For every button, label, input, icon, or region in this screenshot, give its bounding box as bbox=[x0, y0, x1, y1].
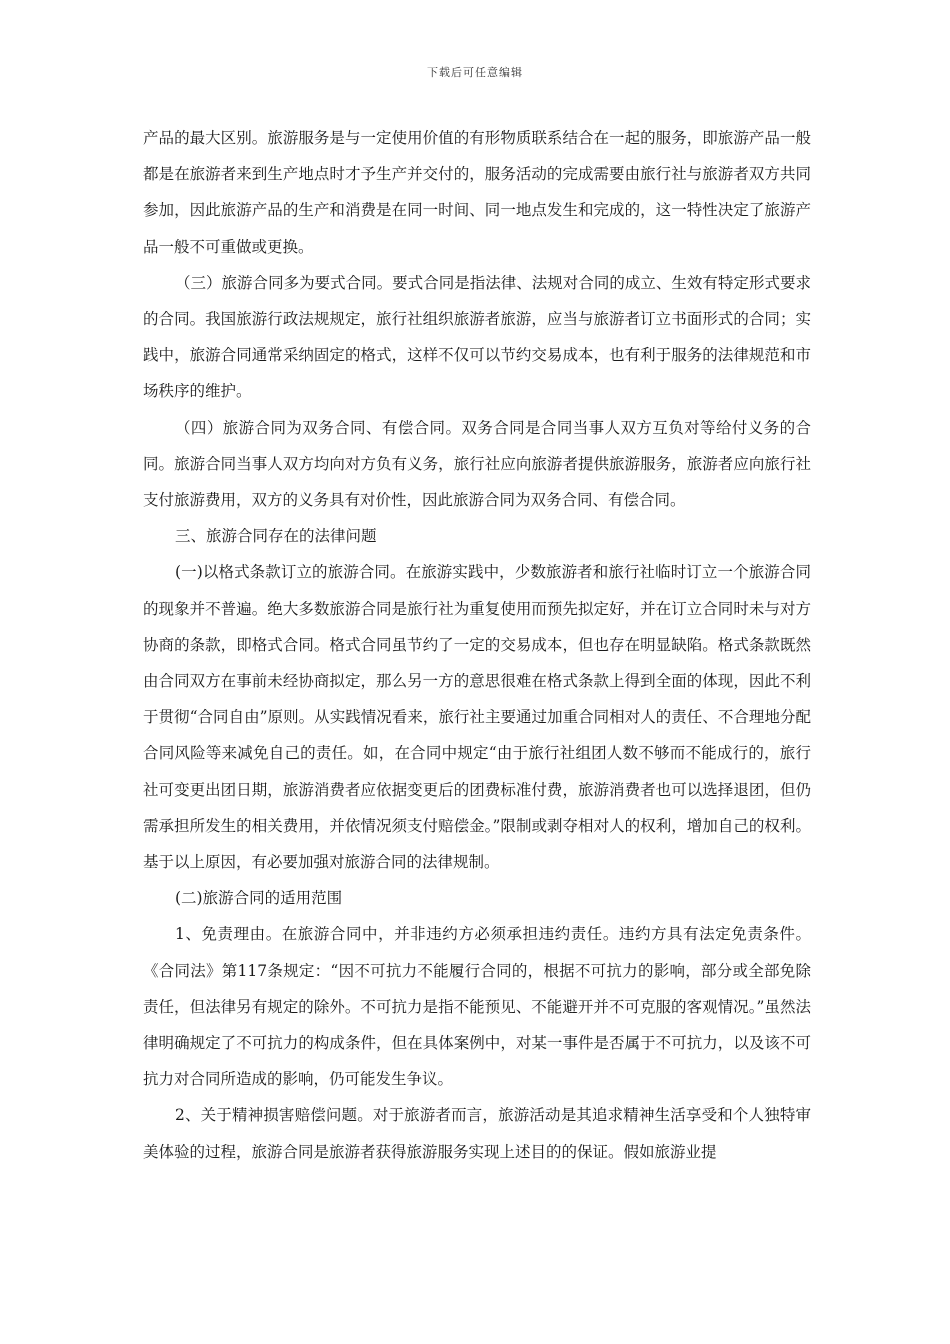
paragraph-standard-terms: (一)以格式条款订立的旅游合同。在旅游实践中，少数旅游者和旅行社临时订立一个旅游合同的现象并不普遍。绝大多数旅游合同是旅行社为重复使用而预先拟定好，并在订立合同时未与对方协商的条款，即格式合同。格式合同虽节约了一定的交易成本，但也存在明显缺陷。格式条款既然由合同双方在事前未经协商拟定，那么另一方的意思很难在格式条款上得到全面的体现，因此不利于贯彻“合同自由”原则。从实践情况看来，旅行社主要通过加重合同相对人的责任、不合理地分配合同风险等来减免自己的责任。如，在合同中规定“由于旅行社组团人数不够而不能成行的，旅行社可变更出团日期，旅游消费者应依据变更后的团费标准付费，旅游消费者也可以选择退团，但仍需承担所发生的相关费用，并依情况须支付赔偿金。”限制或剥夺相对人的权利，增加自己的权利。基于以上原因，有必要加强对旅游合同的法律规制。 bbox=[143, 563, 811, 872]
paragraph-contract-bilateral: （四）旅游合同为双务合同、有偿合同。双务合同是合同当事人双方互负对等给付义务的合同。旅游合同当事人双方均向对方负有义务，旅行社应向旅游者提供旅游服务，旅游者应向旅行社支付旅游费用，双方的义务具有对价性，因此旅游合同为双务合同、有偿合同。 bbox=[143, 418, 811, 510]
section-heading-legal-issues: 三、旅游合同存在的法律问题 bbox=[175, 527, 377, 546]
paragraph-continuation: 产品的最大区别。旅游服务是与一定使用价值的有形物质联系结合在一起的服务，即旅游产品一般都是在旅游者来到生产地点时才予生产并交付的，服务活动的完成需要由旅行社与旅游者双方共同参加，因此旅游产品的生产和消费是在同一时间、同一地点发生和完成的，这一特性决定了旅游产品一般不可重做或更换。 bbox=[143, 129, 811, 256]
paragraph-contract-formal: （三）旅游合同多为要式合同。要式合同是指法律、法规对合同的成立、生效有特定形式要求的合同。我国旅游行政法规规定，旅行社组织旅游者旅游，应当与旅游者订立书面形式的合同；实践中，旅游合同通常采纳固定的格式，这样不仅可以节约交易成本，也有利于服务的法律规范和市场秩序的维护。 bbox=[143, 273, 811, 401]
paragraph-mental-damage: 2、关于精神损害赔偿问题。对于旅游者而言，旅游活动是其追求精神生活享受和个人独特审美体验的过程，旅游合同是旅游者获得旅游服务实现上述目的的保证。假如旅游业提 bbox=[143, 1106, 811, 1161]
paragraph-exemption: 1、免责理由。在旅游合同中，并非违约方必须承担违约责任。违约方具有法定免责条件。《合同法》第117条规定：“因不可抗力不能履行合同的，根据不可抗力的影响，部分或全部免除责任，但法律另有规定的除外。不可抗力是指不能预见、不能避开并不可克服的客观情况。”虽然法律明确规定了不可抗力的构成条件，但在具体案例中，对某一事件是否属于不可抗力，以及该不可抗力对合同所造成的影响，仍可能发生争议。 bbox=[143, 925, 811, 1089]
page-header: 下载后可任意编辑 bbox=[427, 66, 523, 79]
document-body bbox=[143, 120, 811, 1170]
subheading-scope: (二)旅游合同的适用范围 bbox=[175, 889, 343, 908]
